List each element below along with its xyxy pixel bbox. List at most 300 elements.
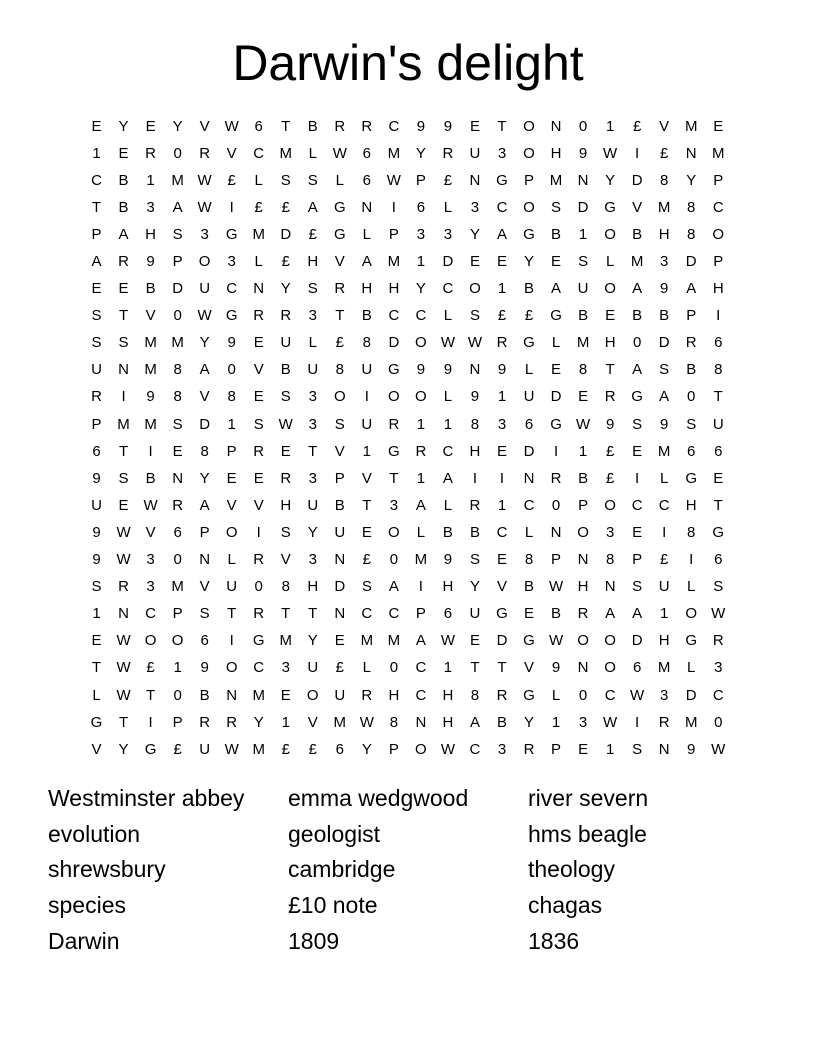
grid-cell: L <box>362 659 371 677</box>
grid-cell: M <box>387 253 401 271</box>
grid-cell: I <box>364 388 369 406</box>
grid-cell: L <box>443 198 453 216</box>
grid-cell: O <box>225 523 238 541</box>
grid-cell: T <box>308 605 318 623</box>
grid-cell: 9 <box>443 117 453 135</box>
grid-cell: N <box>577 659 589 677</box>
grid-cell: Y <box>199 469 210 487</box>
grid-cell: D <box>685 253 697 271</box>
grid-cell: N <box>550 117 562 135</box>
grid-cell: O <box>225 659 238 677</box>
grid-cell: 6 <box>632 659 642 677</box>
grid-cell: O <box>577 632 589 650</box>
grid-cell: T <box>145 686 156 704</box>
grid-row <box>83 221 733 248</box>
grid-cell: U <box>307 361 319 379</box>
grid-cell: U <box>280 334 292 352</box>
grid-cell: £ <box>308 225 317 243</box>
grid-cell: I <box>256 523 261 541</box>
grid-cell: O <box>171 632 184 650</box>
grid-cell: U <box>307 659 319 677</box>
grid-cell: C <box>253 144 265 162</box>
grid-cell: M <box>279 632 292 650</box>
grid-cell: 9 <box>416 361 426 379</box>
grid-cell: W <box>359 713 374 731</box>
grid-cell: R <box>496 686 508 704</box>
grid-cell: O <box>604 225 616 243</box>
grid-cell: 6 <box>524 415 534 433</box>
grid-cell: A <box>199 496 210 514</box>
grid-cell: D <box>523 442 535 460</box>
grid-cell: R <box>442 144 454 162</box>
grid-cell: Y <box>524 253 535 271</box>
grid-cell: P <box>551 740 562 758</box>
grid-cell: 9 <box>497 361 507 379</box>
grid-cell: 3 <box>308 307 317 325</box>
grid-cell: N <box>199 551 211 569</box>
grid-cell: £ <box>254 198 263 216</box>
grid-cell: B <box>551 225 562 243</box>
grid-row <box>83 438 733 465</box>
grid-cell: 6 <box>714 551 723 569</box>
grid-cell: R <box>199 713 211 731</box>
grid-cell: 3 <box>200 225 209 243</box>
grid-cell: P <box>172 605 183 623</box>
grid-cell: 3 <box>497 415 507 433</box>
grid-cell: I <box>121 388 126 406</box>
grid-cell: R <box>280 469 292 487</box>
grid-cell: 1 <box>443 659 453 677</box>
grid-cell: 8 <box>389 713 399 731</box>
grid-cell: L <box>362 225 371 243</box>
grid-cell: 8 <box>227 388 236 406</box>
grid-cell: W <box>630 686 645 704</box>
grid-cell: I <box>635 469 640 487</box>
grid-cell: D <box>172 280 184 298</box>
grid-cell: G <box>388 361 400 379</box>
grid-cell: Y <box>469 225 480 243</box>
grid-cell: E <box>91 117 102 135</box>
grid-cell: D <box>577 198 589 216</box>
grid-cell: C <box>496 523 508 541</box>
grid-cell: I <box>689 551 694 569</box>
grid-cell: S <box>253 415 264 433</box>
grid-cell: M <box>414 551 428 569</box>
grid-cell: 9 <box>660 415 669 433</box>
grid-cell: 9 <box>200 659 209 677</box>
grid-cell: G <box>388 442 400 460</box>
grid-cell: G <box>333 198 346 216</box>
grid-cell: £ <box>281 198 290 216</box>
grid-cell: 3 <box>470 198 480 216</box>
grid-cell: H <box>388 280 400 298</box>
grid-cell: A <box>632 605 643 623</box>
grid-cell: E <box>469 253 480 271</box>
grid-cell: Y <box>118 740 129 758</box>
grid-cell: C <box>496 198 508 216</box>
grid-cell: 1 <box>281 713 290 731</box>
grid-cell: P <box>172 713 183 731</box>
grid-cell: C <box>631 496 643 514</box>
grid-cell: £ <box>524 307 534 325</box>
grid-cell: U <box>91 361 102 379</box>
grid-cell: 0 <box>389 551 399 569</box>
grid-cell: 3 <box>308 415 317 433</box>
grid-cell: L <box>443 496 453 514</box>
grid-row <box>83 411 733 438</box>
word-list-item: river severn <box>528 784 649 811</box>
grid-cell: S <box>91 578 102 596</box>
grid-cell: S <box>632 578 643 596</box>
grid-cell: P <box>172 253 183 271</box>
grid-cell: E <box>496 442 507 460</box>
grid-cell: S <box>172 225 183 243</box>
grid-cell: P <box>524 171 535 189</box>
grid-cell: S <box>469 307 480 325</box>
grid-cell: R <box>415 442 427 460</box>
grid-cell: V <box>496 578 507 596</box>
grid-cell: O <box>415 388 427 406</box>
grid-cell: T <box>91 659 102 677</box>
grid-cell: U <box>91 496 102 514</box>
grid-cell: N <box>172 469 184 487</box>
grid-cell: W <box>116 659 131 677</box>
grid-cell: C <box>469 740 481 758</box>
grid-row <box>83 655 733 682</box>
grid-cell: £ <box>497 307 507 325</box>
grid-cell: L <box>443 388 453 406</box>
grid-cell: 0 <box>173 307 182 325</box>
grid-cell: D <box>550 388 562 406</box>
grid-cell: V <box>199 117 210 135</box>
grid-cell: E <box>118 280 129 298</box>
grid-row <box>83 709 733 736</box>
grid-cell: 8 <box>173 388 182 406</box>
grid-cell: C <box>523 496 535 514</box>
grid-cell: 3 <box>578 713 588 731</box>
grid-cell: V <box>334 253 345 271</box>
grid-cell: 6 <box>416 198 426 216</box>
grid-cell: E <box>91 632 102 650</box>
grid-cell: O <box>388 388 400 406</box>
grid-cell: E <box>226 469 237 487</box>
grid-cell: C <box>415 686 427 704</box>
grid-cell: S <box>632 415 643 433</box>
grid-row <box>83 167 733 194</box>
grid-cell: 0 <box>254 578 263 596</box>
grid-cell: L <box>416 523 426 541</box>
grid-cell: W <box>440 632 455 650</box>
grid-cell: Y <box>307 632 318 650</box>
grid-cell: W <box>440 740 455 758</box>
grid-cell: O <box>604 280 616 298</box>
grid-cell: P <box>388 225 399 243</box>
grid-cell: E <box>496 551 507 569</box>
grid-cell: P <box>415 171 426 189</box>
grid-cell: M <box>360 632 374 650</box>
grid-cell: G <box>225 307 238 325</box>
grid-cell: 0 <box>687 388 696 406</box>
grid-cell: A <box>91 253 102 271</box>
grid-cell: 3 <box>281 659 290 677</box>
grid-cell: E <box>632 442 643 460</box>
grid-cell: G <box>523 334 535 352</box>
grid-cell: 9 <box>146 388 155 406</box>
grid-cell: G <box>523 225 535 243</box>
grid-cell: A <box>496 225 507 243</box>
grid-cell: W <box>711 605 726 623</box>
grid-cell: W <box>197 307 212 325</box>
grid-cell: U <box>307 496 319 514</box>
grid-cell: B <box>551 605 562 623</box>
grid-row <box>83 113 733 140</box>
grid-cell: S <box>659 361 670 379</box>
grid-cell: L <box>660 469 669 487</box>
grid-cell: L <box>687 578 696 596</box>
grid-cell: B <box>686 361 697 379</box>
grid-cell: V <box>199 388 210 406</box>
grid-cell: £ <box>605 469 615 487</box>
grid-cell: S <box>578 253 589 271</box>
grid-cell: H <box>712 280 724 298</box>
grid-cell: B <box>199 686 210 704</box>
word-list-item: shrewsbury <box>48 856 166 883</box>
grid-cell: U <box>361 415 373 433</box>
grid-cell: Y <box>415 280 426 298</box>
grid-cell: M <box>252 686 265 704</box>
grid-cell: S <box>713 578 724 596</box>
grid-cell: U <box>469 144 481 162</box>
grid-cell: 9 <box>92 551 101 569</box>
grid-cell: C <box>91 171 102 189</box>
grid-cell: G <box>712 523 725 541</box>
grid-cell: 1 <box>497 388 507 406</box>
grid-cell: N <box>658 740 670 758</box>
grid-cell: 0 <box>714 713 723 731</box>
grid-cell: E <box>496 253 507 271</box>
grid-cell: D <box>388 334 400 352</box>
grid-cell: 3 <box>146 551 155 569</box>
grid-cell: N <box>550 523 562 541</box>
word-list-item: species <box>48 891 126 918</box>
grid-cell: W <box>548 578 564 596</box>
grid-cell: V <box>91 740 102 758</box>
grid-cell: V <box>659 117 670 135</box>
grid-cell: N <box>334 605 346 623</box>
grid-cell: D <box>442 253 454 271</box>
grid-cell: O <box>469 280 481 298</box>
word-list-item: 1809 <box>288 927 340 954</box>
grid-cell: B <box>118 198 129 216</box>
grid-cell: B <box>442 523 453 541</box>
grid-cell: Y <box>469 578 480 596</box>
grid-cell: H <box>469 442 481 460</box>
grid-cell: 1 <box>146 171 155 189</box>
grid-cell: 8 <box>281 578 290 596</box>
grid-cell: I <box>499 469 505 487</box>
grid-cell: W <box>224 740 239 758</box>
grid-cell: B <box>632 307 643 325</box>
grid-cell: D <box>631 171 643 189</box>
grid-cell: G <box>144 740 157 758</box>
grid-cell: T <box>713 496 723 514</box>
grid-cell: T <box>281 117 291 135</box>
grid-cell: D <box>631 632 643 650</box>
grid-row <box>83 682 733 709</box>
grid-cell: T <box>389 469 399 487</box>
grid-cell: C <box>145 605 156 623</box>
grid-cell: V <box>145 307 156 325</box>
grid-cell: A <box>388 578 399 596</box>
grid-cell: M <box>576 334 590 352</box>
grid-cell: 9 <box>551 659 561 677</box>
grid-cell: L <box>687 659 696 677</box>
grid-cell: £ <box>443 171 453 189</box>
grid-cell: M <box>630 253 644 271</box>
grid-cell: P <box>388 740 399 758</box>
grid-cell: R <box>253 307 265 325</box>
grid-cell: E <box>280 442 291 460</box>
grid-cell: £ <box>660 144 669 162</box>
grid-cell: S <box>91 307 102 325</box>
grid-cell: 0 <box>578 686 588 704</box>
grid-cell: G <box>496 171 508 189</box>
grid-cell: W <box>575 415 591 433</box>
grid-cell: 1 <box>362 442 371 460</box>
grid-cell: 6 <box>254 117 263 135</box>
grid-cell: B <box>578 307 589 325</box>
grid-cell: B <box>578 469 589 487</box>
grid-cell: E <box>118 496 129 514</box>
grid-row <box>83 574 733 601</box>
grid-cell: L <box>92 686 101 704</box>
grid-cell: I <box>635 713 640 731</box>
grid-cell: 8 <box>524 551 534 569</box>
grid-cell: C <box>226 280 238 298</box>
grid-cell: R <box>91 388 102 406</box>
grid-cell: G <box>523 632 535 650</box>
grid-cell: £ <box>335 659 344 677</box>
grid-cell: P <box>551 551 562 569</box>
grid-cell: 1 <box>443 415 453 433</box>
grid-row <box>83 519 733 546</box>
grid-cell: T <box>335 307 345 325</box>
grid-cell: R <box>334 117 346 135</box>
grid-row <box>83 601 733 628</box>
grid-cell: V <box>307 713 318 731</box>
grid-cell: 1 <box>551 713 561 731</box>
grid-cell: A <box>415 496 426 514</box>
grid-cell: 3 <box>308 469 317 487</box>
grid-cell: A <box>307 198 318 216</box>
grid-cell: A <box>551 280 562 298</box>
grid-cell: C <box>415 307 427 325</box>
grid-cell: T <box>497 659 507 677</box>
grid-cell: 8 <box>687 225 696 243</box>
grid-cell: A <box>118 225 129 243</box>
grid-cell: 1 <box>92 144 101 162</box>
grid-row <box>83 465 733 492</box>
grid-cell: V <box>280 551 291 569</box>
grid-cell: 1 <box>416 415 426 433</box>
grid-cell: E <box>469 632 480 650</box>
grid-cell: E <box>280 686 291 704</box>
grid-cell: 8 <box>362 334 371 352</box>
grid-cell: P <box>686 307 697 325</box>
grid-cell: Y <box>253 713 264 731</box>
grid-cell: 3 <box>660 253 669 271</box>
grid-cell: B <box>496 713 507 731</box>
grid-row <box>83 140 733 167</box>
grid-cell: U <box>334 686 346 704</box>
grid-cell: L <box>254 253 263 271</box>
grid-cell: A <box>172 198 183 216</box>
grid-cell: H <box>388 686 400 704</box>
grid-cell: B <box>659 307 670 325</box>
grid-cell: M <box>171 334 184 352</box>
grid-cell: H <box>361 280 373 298</box>
grid-row <box>83 736 733 763</box>
grid-cell: S <box>334 415 345 433</box>
grid-cell: R <box>604 388 616 406</box>
grid-cell: 9 <box>92 523 101 541</box>
word-list <box>48 780 788 958</box>
grid-cell: P <box>578 496 589 514</box>
grid-cell: 3 <box>146 578 155 596</box>
grid-cell: 9 <box>146 253 155 271</box>
grid-cell: L <box>524 523 534 541</box>
grid-cell: U <box>523 388 535 406</box>
grid-cell: O <box>415 740 427 758</box>
grid-cell: N <box>118 605 129 623</box>
grid-row <box>83 194 733 221</box>
grid-cell: R <box>523 740 535 758</box>
grid-cell: T <box>605 361 615 379</box>
word-list-row <box>48 851 788 887</box>
grid-cell: 8 <box>660 171 669 189</box>
grid-cell: £ <box>308 740 317 758</box>
grid-cell: 8 <box>173 361 182 379</box>
grid-cell: W <box>278 415 293 433</box>
grid-cell: 1 <box>605 117 615 135</box>
grid-cell: 3 <box>497 740 507 758</box>
grid-cell: C <box>442 442 454 460</box>
grid-cell: 9 <box>605 415 615 433</box>
grid-cell: V <box>226 144 237 162</box>
grid-cell: D <box>280 225 292 243</box>
grid-row <box>83 303 733 330</box>
grid-cell: 1 <box>497 496 507 514</box>
grid-cell: R <box>334 280 346 298</box>
grid-cell: R <box>118 253 129 271</box>
word-list-item: geologist <box>288 820 381 847</box>
grid-cell: H <box>442 578 454 596</box>
grid-cell: M <box>144 334 157 352</box>
grid-cell: U <box>712 415 724 433</box>
grid-cell: W <box>548 632 564 650</box>
grid-cell: L <box>254 171 263 189</box>
grid-cell: £ <box>335 334 344 352</box>
grid-cell: 9 <box>443 551 453 569</box>
grid-cell: C <box>253 659 265 677</box>
grid-cell: A <box>632 280 643 298</box>
grid-cell: G <box>604 198 616 216</box>
grid-cell: T <box>91 198 102 216</box>
grid-cell: T <box>118 442 129 460</box>
grid-cell: R <box>496 334 508 352</box>
grid-cell: O <box>306 686 319 704</box>
grid-cell: W <box>332 144 347 162</box>
